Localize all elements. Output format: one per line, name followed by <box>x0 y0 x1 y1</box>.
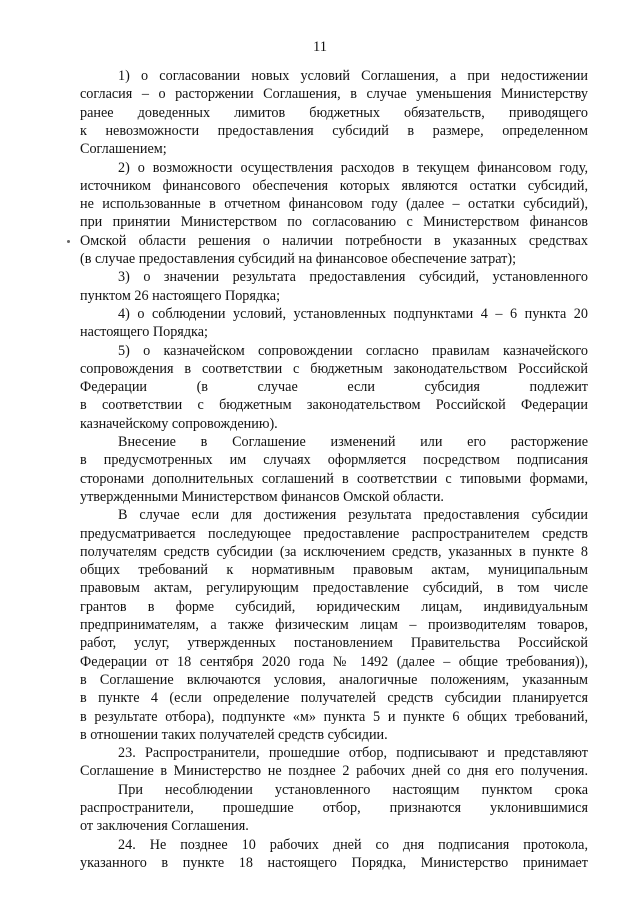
text-line: к невозможности предоставления субсидий в размере, определенном <box>80 122 588 139</box>
text-line: указанного в пункте 18 настоящего Порядка, Министерство принимает <box>80 854 588 871</box>
text-line: 23. Распространители, прошедшие отбор, подписывают и представляют <box>118 745 588 762</box>
text-line: Омской области решения о наличии потребности в указанных средствах <box>80 232 588 249</box>
text-line: При несоблюдении установленного настоящим пунктом срока <box>118 781 588 798</box>
text-line: в Соглашение включаются условия, аналогичные положениям, указанным <box>80 671 588 688</box>
text-line: в отношении таких получателей средств субсидии. <box>80 726 388 743</box>
text-line: правовым актам, регулирующим предоставление субсидий, в том числе <box>80 580 588 597</box>
text-line: предусматривается последующее предоставление распространителем средств <box>80 525 588 542</box>
text-line: при принятии Министерством по согласованию с Министерством финансов <box>80 214 588 231</box>
text-line: работ, услуг, утвержденных постановлением Правительства Российской <box>80 635 588 652</box>
text-line: получателям средств субсидии (за исключением средств, указанных в пункте 8 <box>80 543 588 560</box>
text-line: предпринимателям, а также физическим лицам – производителям товаров, <box>80 617 588 633</box>
text-line: 2) о возможности осуществления расходов в текущем финансовом году, <box>118 159 588 176</box>
scan-speck <box>67 240 70 243</box>
text-line: Соглашением; <box>80 141 167 158</box>
text-line: 5) о казначейском сопровождении согласно правилам казначейского <box>118 342 588 359</box>
text-line: в соответствии с бюджетным законодательством Российской Федерации <box>80 397 588 414</box>
text-line: от заключения Соглашения. <box>80 818 249 835</box>
text-line: казначейскому сопровождению). <box>80 415 278 432</box>
text-line: распространители, прошедшие отбор, признаются уклонившимися <box>80 800 588 816</box>
text-line: утвержденными Министерством финансов Омской области. <box>80 488 444 505</box>
text-line: настоящего Порядка; <box>80 324 208 341</box>
page-number: 11 <box>313 39 327 55</box>
text-line: 3) о значении результата предоставления субсидий, установленного <box>118 269 588 286</box>
text-line: В случае если для достижения результата предоставления субсидии <box>118 507 588 524</box>
text-line: сопровождения в соответствии с бюджетным законодательством Российской <box>80 360 588 377</box>
text-line: согласия – о расторжении Соглашения, в случае уменьшения Министерству <box>80 86 588 103</box>
text-line: 1) о согласовании новых условий Соглашения, а при недостижении <box>118 68 588 84</box>
text-line: в предусмотренных им случаях оформляется посредством подписания <box>80 452 588 469</box>
text-line: сторонами дополнительных соглашений в соответствии с типовыми формами, <box>80 470 588 487</box>
text-line: в пункте 4 (если определение получателей средств субсидии планируется <box>80 690 588 707</box>
text-line: не использованные в отчетном финансовом году (далее – остатки субсидий), <box>80 196 588 213</box>
text-line: 24. Не позднее 10 рабочих дней со дня подписания протокола, <box>118 836 588 853</box>
text-line: 4) о соблюдении условий, установленных подпунктами 4 – 6 пункта 20 <box>118 305 588 322</box>
text-line: ранее доведенных лимитов бюджетных обязательств, приводящего <box>80 104 588 121</box>
text-line: в результате отбора), подпункте «м» пункта 5 и пункте 6 общих требований, <box>80 708 588 725</box>
text-line: Соглашение в Министерство не позднее 2 рабочих дней со дня его получения. <box>80 763 588 780</box>
text-line: источником финансового обеспечения которых являются остатки субсидий, <box>80 177 588 194</box>
text-line: Внесение в Соглашение изменений или его расторжение <box>118 434 588 450</box>
text-line: Федерации от 18 сентября 2020 года № 1492 (далее – общие требования)), <box>80 653 588 670</box>
text-line: грантов в форме субсидий, юридическим лицам, индивидуальным <box>80 598 588 615</box>
text-line: (в случае предоставления субсидий на финансовое обеспечение затрат); <box>80 251 517 267</box>
text-line: Федерации (в случае если субсидия подлежит <box>80 379 588 396</box>
text-line: общих требований к нормативным правовым актам, муниципальным <box>80 562 588 579</box>
text-line: пунктом 26 настоящего Порядка; <box>80 287 281 304</box>
